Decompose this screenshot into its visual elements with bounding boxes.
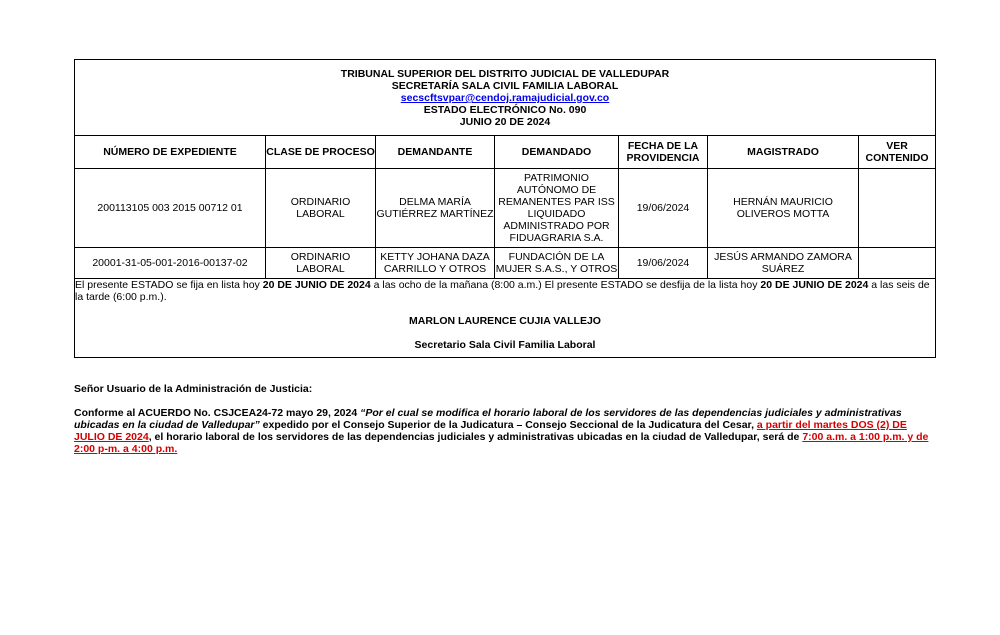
estado-table (74, 59, 936, 358)
court-name: TRIBUNAL SUPERIOR DEL DISTRITO JUDICIAL DE VALLEDUPAR (340, 68, 670, 80)
notice-greeting: Señor Usuario de la Administración de Justicia: (74, 383, 313, 395)
cell-demandado: FUNDACIÓN DE LA MUJER S.A.S., Y OTROS (495, 248, 619, 279)
notice-body: Conforme al ACUERDO No. CSJCEA24-72 mayo 29, 2024 “Por el cual se modifica el horario laboral de los servidores de las dependencias judiciales y administrativas ubicadas en la ciudad de Valledupar” expedido por el Consejo Superior de la Judicatura – Consejo Seccional de la Judicatura del Cesar, a partir del martes DOS (2) DE JULIO DE 2024, el horario laboral de los servidores de las dependencias judiciales y administrativas ubicadas en la ciudad de Valledupar, será de 7:00 a.m. a 1:00 p.m. y de 2:00 p-m. a 4:00 p.m. (74, 407, 929, 455)
cell-clase: ORDINARIO LABORAL (266, 248, 376, 279)
fija-date: 20 DE JUNIO DE 2024 (262, 279, 371, 291)
secretary-name: MARLON LAURENCE CUJIA VALLEJO (409, 315, 601, 327)
cell-demandante: KETTY JOHANA DAZA CARRILLO Y OTROS (376, 248, 495, 279)
secretariat-name: SECRETARÍA SALA CIVIL FAMILIA LABORAL (391, 80, 619, 92)
desfija-date: 20 DE JUNIO DE 2024 (760, 279, 869, 291)
secretary-title: Secretario Sala Civil Familia Laboral (414, 339, 596, 351)
estado-document (74, 59, 935, 358)
col-ver: VER CONTENIDO (859, 136, 936, 169)
fijacion-text: El presente ESTADO se fija en lista hoy 20 DE JUNIO DE 2024 a las ocho de la mañana (8:00 a.m.) El presente ESTADO se desfija de la lista hoy 20 DE JUNIO DE 2024 a las seis de la tarde (6:00 p.m.). (75, 279, 930, 303)
schedule-highlight: 7:00 a.m. a 1:00 p.m. y de 2:00 p-m. a 4:00 p.m. (74, 431, 929, 455)
col-magistrado: MAGISTRADO (708, 136, 859, 169)
cell-ver[interactable] (859, 169, 936, 248)
cell-magistrado: HERNÁN MAURICIO OLIVEROS MOTTA (708, 169, 859, 248)
cell-fecha: 19/06/2024 (619, 169, 708, 248)
cell-clase: ORDINARIO LABORAL (266, 169, 376, 248)
notice-block (74, 383, 936, 455)
acuerdo-title: “Por el cual se modifica el horario laboral de los servidores de las dependencias judiciales y administrativas ubicadas en la ciudad de Valledupar” (74, 407, 902, 431)
cell-expediente: 20001-31-05-001-2016-00137-02 (75, 248, 266, 279)
table-row (75, 248, 936, 279)
estado-number: ESTADO ELECTRÓNICO No. 090 (423, 104, 587, 116)
cell-expediente: 200113105 003 2015 00712 01 (75, 169, 266, 248)
column-header-row (75, 136, 936, 169)
cell-demandado: PATRIMONIO AUTÓNOMO DE REMANENTES PAR ISS LIQUIDADO ADMINISTRADO POR FIDUAGRARIA S.A. (495, 169, 619, 248)
start-date-highlight: a partir del martes DOS (2) DE JULIO DE 2024 (74, 419, 907, 443)
cell-magistrado: JESÚS ARMANDO ZAMORA SUÁREZ (708, 248, 859, 279)
email-link[interactable]: secscftsvpar@cendoj.ramajudicial.gov.co (400, 92, 610, 104)
document-header (75, 60, 936, 136)
estado-date: JUNIO 20 DE 2024 (459, 116, 551, 128)
footer-cell (75, 279, 936, 358)
table-row (75, 169, 936, 248)
col-clase: CLASE DE PROCESO (266, 136, 376, 169)
cell-demandante: DELMA MARÍA GUTIÉRREZ MARTÍNEZ (376, 169, 495, 248)
col-fecha: FECHA DE LA PROVIDENCIA (619, 136, 708, 169)
col-expediente: NÚMERO DE EXPEDIENTE (75, 136, 266, 169)
cell-fecha: 19/06/2024 (619, 248, 708, 279)
col-demandante: DEMANDANTE (376, 136, 495, 169)
cell-ver[interactable] (859, 248, 936, 279)
col-demandado: DEMANDADO (495, 136, 619, 169)
